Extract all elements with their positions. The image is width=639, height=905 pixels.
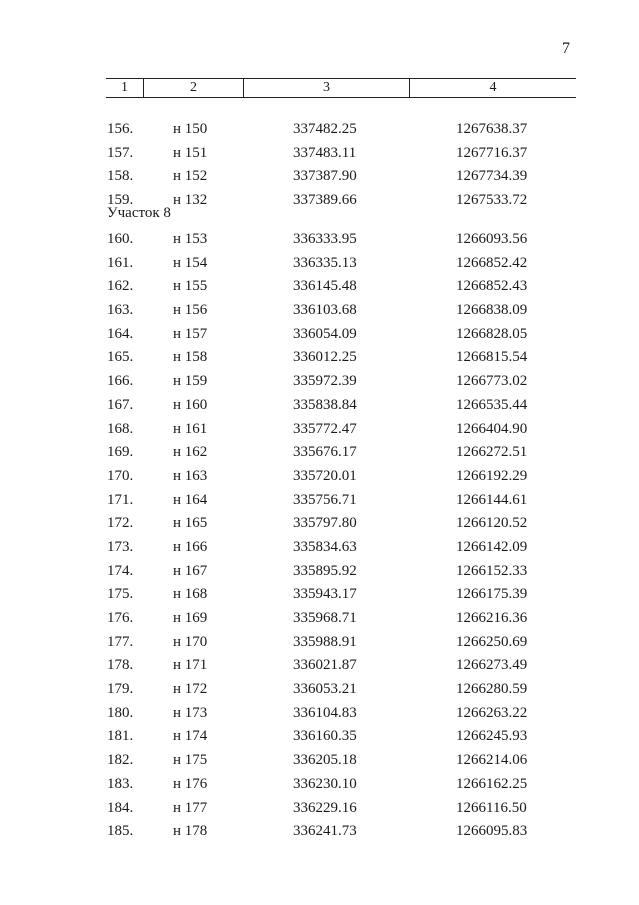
point-number: 182. bbox=[107, 752, 134, 769]
coordinate-y: 1266272.51 bbox=[456, 444, 528, 461]
point-id: н 152 bbox=[173, 168, 208, 185]
coordinate-x: 336021.87 bbox=[293, 657, 357, 674]
point-id: н 158 bbox=[173, 349, 208, 366]
coordinate-y: 1266192.29 bbox=[456, 467, 528, 484]
point-id: н 166 bbox=[173, 538, 208, 555]
coordinate-y: 1266120.52 bbox=[456, 515, 528, 532]
table-row bbox=[0, 749, 639, 773]
table-row bbox=[0, 702, 639, 726]
table-row bbox=[0, 512, 639, 536]
point-number: 173. bbox=[107, 538, 134, 555]
point-number: 164. bbox=[107, 325, 134, 342]
column-header-3: 3 bbox=[244, 79, 410, 97]
table-row bbox=[0, 418, 639, 442]
point-id: н 164 bbox=[173, 491, 208, 508]
table-row bbox=[0, 465, 639, 489]
point-number: 160. bbox=[107, 231, 134, 247]
coordinate-x: 335756.71 bbox=[293, 491, 357, 508]
coordinate-y: 1267638.37 bbox=[456, 121, 528, 137]
table-row bbox=[0, 725, 639, 749]
coordinate-x: 336333.95 bbox=[293, 231, 357, 247]
point-id: н 176 bbox=[173, 775, 208, 792]
coordinate-x: 336054.09 bbox=[293, 325, 357, 342]
coordinate-y: 1266216.36 bbox=[456, 610, 528, 626]
coordinate-y: 1266142.09 bbox=[456, 538, 528, 555]
section-label: Участок 8 bbox=[107, 205, 171, 221]
coordinate-y: 1266093.56 bbox=[456, 231, 528, 247]
table-row bbox=[0, 394, 639, 418]
coordinate-y: 1266852.43 bbox=[456, 278, 528, 295]
point-id: н 175 bbox=[173, 752, 208, 769]
coordinate-x: 336241.73 bbox=[293, 823, 357, 840]
coordinate-x: 335676.17 bbox=[293, 444, 357, 461]
point-number: 184. bbox=[107, 799, 134, 816]
point-number: 185. bbox=[107, 823, 134, 840]
table-row bbox=[0, 560, 639, 584]
table-row bbox=[0, 252, 639, 276]
coordinate-y: 1266828.05 bbox=[456, 325, 528, 342]
point-id: н 157 bbox=[173, 325, 208, 342]
point-id: н 171 bbox=[173, 657, 208, 674]
coordinate-y: 1267734.39 bbox=[456, 168, 528, 185]
coordinate-y: 1266838.09 bbox=[456, 302, 528, 319]
coordinate-y: 1266245.93 bbox=[456, 728, 528, 745]
coordinate-x: 336103.68 bbox=[293, 302, 357, 319]
coordinate-x: 335834.63 bbox=[293, 538, 357, 555]
point-id: н 162 bbox=[173, 444, 208, 461]
coordinate-x: 337483.11 bbox=[293, 144, 357, 161]
point-number: 180. bbox=[107, 704, 134, 721]
table-row bbox=[0, 228, 639, 252]
point-id: н 174 bbox=[173, 728, 208, 745]
coordinates-table-part-1 bbox=[0, 118, 639, 213]
coordinate-x: 336335.13 bbox=[293, 254, 357, 271]
point-number: 166. bbox=[107, 373, 134, 390]
point-number: 179. bbox=[107, 681, 134, 698]
coordinate-y: 1266852.42 bbox=[456, 254, 528, 271]
coordinate-x: 335968.71 bbox=[293, 610, 357, 626]
point-number: 171. bbox=[107, 491, 134, 508]
coordinate-x: 336104.83 bbox=[293, 704, 357, 721]
coordinate-y: 1266535.44 bbox=[456, 396, 528, 413]
point-id: н 178 bbox=[173, 823, 208, 840]
table-row bbox=[0, 536, 639, 560]
coordinate-y: 1266144.61 bbox=[456, 491, 528, 508]
coordinate-x: 336053.21 bbox=[293, 681, 357, 698]
coordinate-y: 1267533.72 bbox=[456, 192, 528, 209]
coordinate-x: 335797.80 bbox=[293, 515, 357, 532]
point-number: 174. bbox=[107, 562, 134, 579]
table-row bbox=[0, 820, 639, 844]
point-id: н 177 bbox=[173, 799, 208, 816]
coordinates-table-part-2 bbox=[0, 228, 639, 844]
coordinate-x: 337387.90 bbox=[293, 168, 357, 185]
point-id: н 167 bbox=[173, 562, 208, 579]
table-row bbox=[0, 631, 639, 655]
coordinate-x: 336229.16 bbox=[293, 799, 357, 816]
coordinate-x: 335972.39 bbox=[293, 373, 357, 390]
coordinate-y: 1266273.49 bbox=[456, 657, 528, 674]
point-number: 158. bbox=[107, 168, 134, 185]
coordinate-y: 1266773.02 bbox=[456, 373, 528, 390]
point-id: н 163 bbox=[173, 467, 208, 484]
table-row bbox=[0, 142, 639, 166]
coordinate-x: 337389.66 bbox=[293, 192, 357, 209]
coordinate-y: 1266175.39 bbox=[456, 586, 528, 603]
coordinate-x: 335720.01 bbox=[293, 467, 357, 484]
point-number: 162. bbox=[107, 278, 134, 295]
point-id: н 153 bbox=[173, 231, 208, 247]
table-row bbox=[0, 654, 639, 678]
point-id: н 156 bbox=[173, 302, 208, 319]
column-header-1: 1 bbox=[106, 79, 144, 97]
table-row bbox=[0, 370, 639, 394]
coordinate-x: 336205.18 bbox=[293, 752, 357, 769]
coordinate-x: 336012.25 bbox=[293, 349, 357, 366]
table-row bbox=[0, 489, 639, 513]
point-number: 161. bbox=[107, 254, 134, 271]
coordinate-y: 1266280.59 bbox=[456, 681, 528, 698]
point-id: н 155 bbox=[173, 278, 208, 295]
table-row bbox=[0, 607, 639, 631]
table-row bbox=[0, 165, 639, 189]
coordinate-y: 1266404.90 bbox=[456, 420, 528, 437]
coordinate-y: 1267716.37 bbox=[456, 144, 528, 161]
point-number: 163. bbox=[107, 302, 134, 319]
coordinate-x: 335988.91 bbox=[293, 633, 357, 650]
point-number: 177. bbox=[107, 633, 134, 650]
table-row bbox=[0, 773, 639, 797]
table-row bbox=[0, 678, 639, 702]
coordinate-y: 1266152.33 bbox=[456, 562, 528, 579]
coordinate-y: 1266815.54 bbox=[456, 349, 528, 366]
coordinate-x: 336145.48 bbox=[293, 278, 357, 295]
point-id: н 172 bbox=[173, 681, 208, 698]
table-row bbox=[0, 583, 639, 607]
point-number: 175. bbox=[107, 586, 134, 603]
point-number: 181. bbox=[107, 728, 134, 745]
column-header-4: 4 bbox=[489, 80, 497, 95]
point-id: н 165 bbox=[173, 515, 208, 532]
point-id: н 150 bbox=[173, 121, 208, 137]
point-id: н 159 bbox=[173, 373, 208, 390]
point-number: 183. bbox=[107, 775, 134, 792]
table-row bbox=[0, 275, 639, 299]
table-row bbox=[0, 323, 639, 347]
point-id: н 168 bbox=[173, 586, 208, 603]
point-id: н 151 bbox=[173, 144, 208, 161]
point-number: 178. bbox=[107, 657, 134, 674]
point-number: 165. bbox=[107, 349, 134, 366]
point-id: н 170 bbox=[173, 633, 208, 650]
point-number: 176. bbox=[107, 610, 134, 626]
coordinate-y: 1266116.50 bbox=[456, 799, 527, 816]
coordinate-x: 335838.84 bbox=[293, 396, 357, 413]
table-row bbox=[0, 118, 639, 142]
point-number: 167. bbox=[107, 396, 134, 413]
coordinate-x: 335943.17 bbox=[293, 586, 357, 603]
coordinate-x: 336230.10 bbox=[293, 775, 357, 792]
table-row bbox=[0, 797, 639, 821]
point-number: 168. bbox=[107, 420, 134, 437]
coordinate-x: 337482.25 bbox=[293, 121, 357, 137]
table-row bbox=[0, 299, 639, 323]
point-number: 172. bbox=[107, 515, 134, 532]
page-number: 7 bbox=[562, 40, 570, 57]
table-row bbox=[0, 189, 639, 213]
point-id: н 160 bbox=[173, 396, 208, 413]
table-row bbox=[0, 441, 639, 465]
point-id: н 173 bbox=[173, 704, 208, 721]
point-id: н 132 bbox=[173, 192, 208, 209]
point-id: н 169 bbox=[173, 610, 208, 626]
coordinate-y: 1266214.06 bbox=[456, 752, 528, 769]
point-id: н 154 bbox=[173, 254, 208, 271]
point-number: 169. bbox=[107, 444, 134, 461]
point-number: 159. bbox=[107, 192, 134, 209]
point-number: 170. bbox=[107, 467, 134, 484]
coordinate-y: 1266263.22 bbox=[456, 704, 528, 721]
coordinate-x: 336160.35 bbox=[293, 728, 357, 745]
table-row bbox=[0, 346, 639, 370]
coordinate-x: 335772.47 bbox=[293, 420, 357, 437]
column-header-2: 2 bbox=[144, 79, 244, 97]
coordinate-y: 1266095.83 bbox=[456, 823, 528, 840]
coordinate-x: 335895.92 bbox=[293, 562, 357, 579]
table-header bbox=[106, 78, 576, 98]
coordinate-y: 1266250.69 bbox=[456, 633, 528, 650]
point-number: 157. bbox=[107, 144, 134, 161]
point-id: н 161 bbox=[173, 420, 208, 437]
point-number: 156. bbox=[107, 121, 134, 137]
coordinate-y: 1266162.25 bbox=[456, 775, 528, 792]
